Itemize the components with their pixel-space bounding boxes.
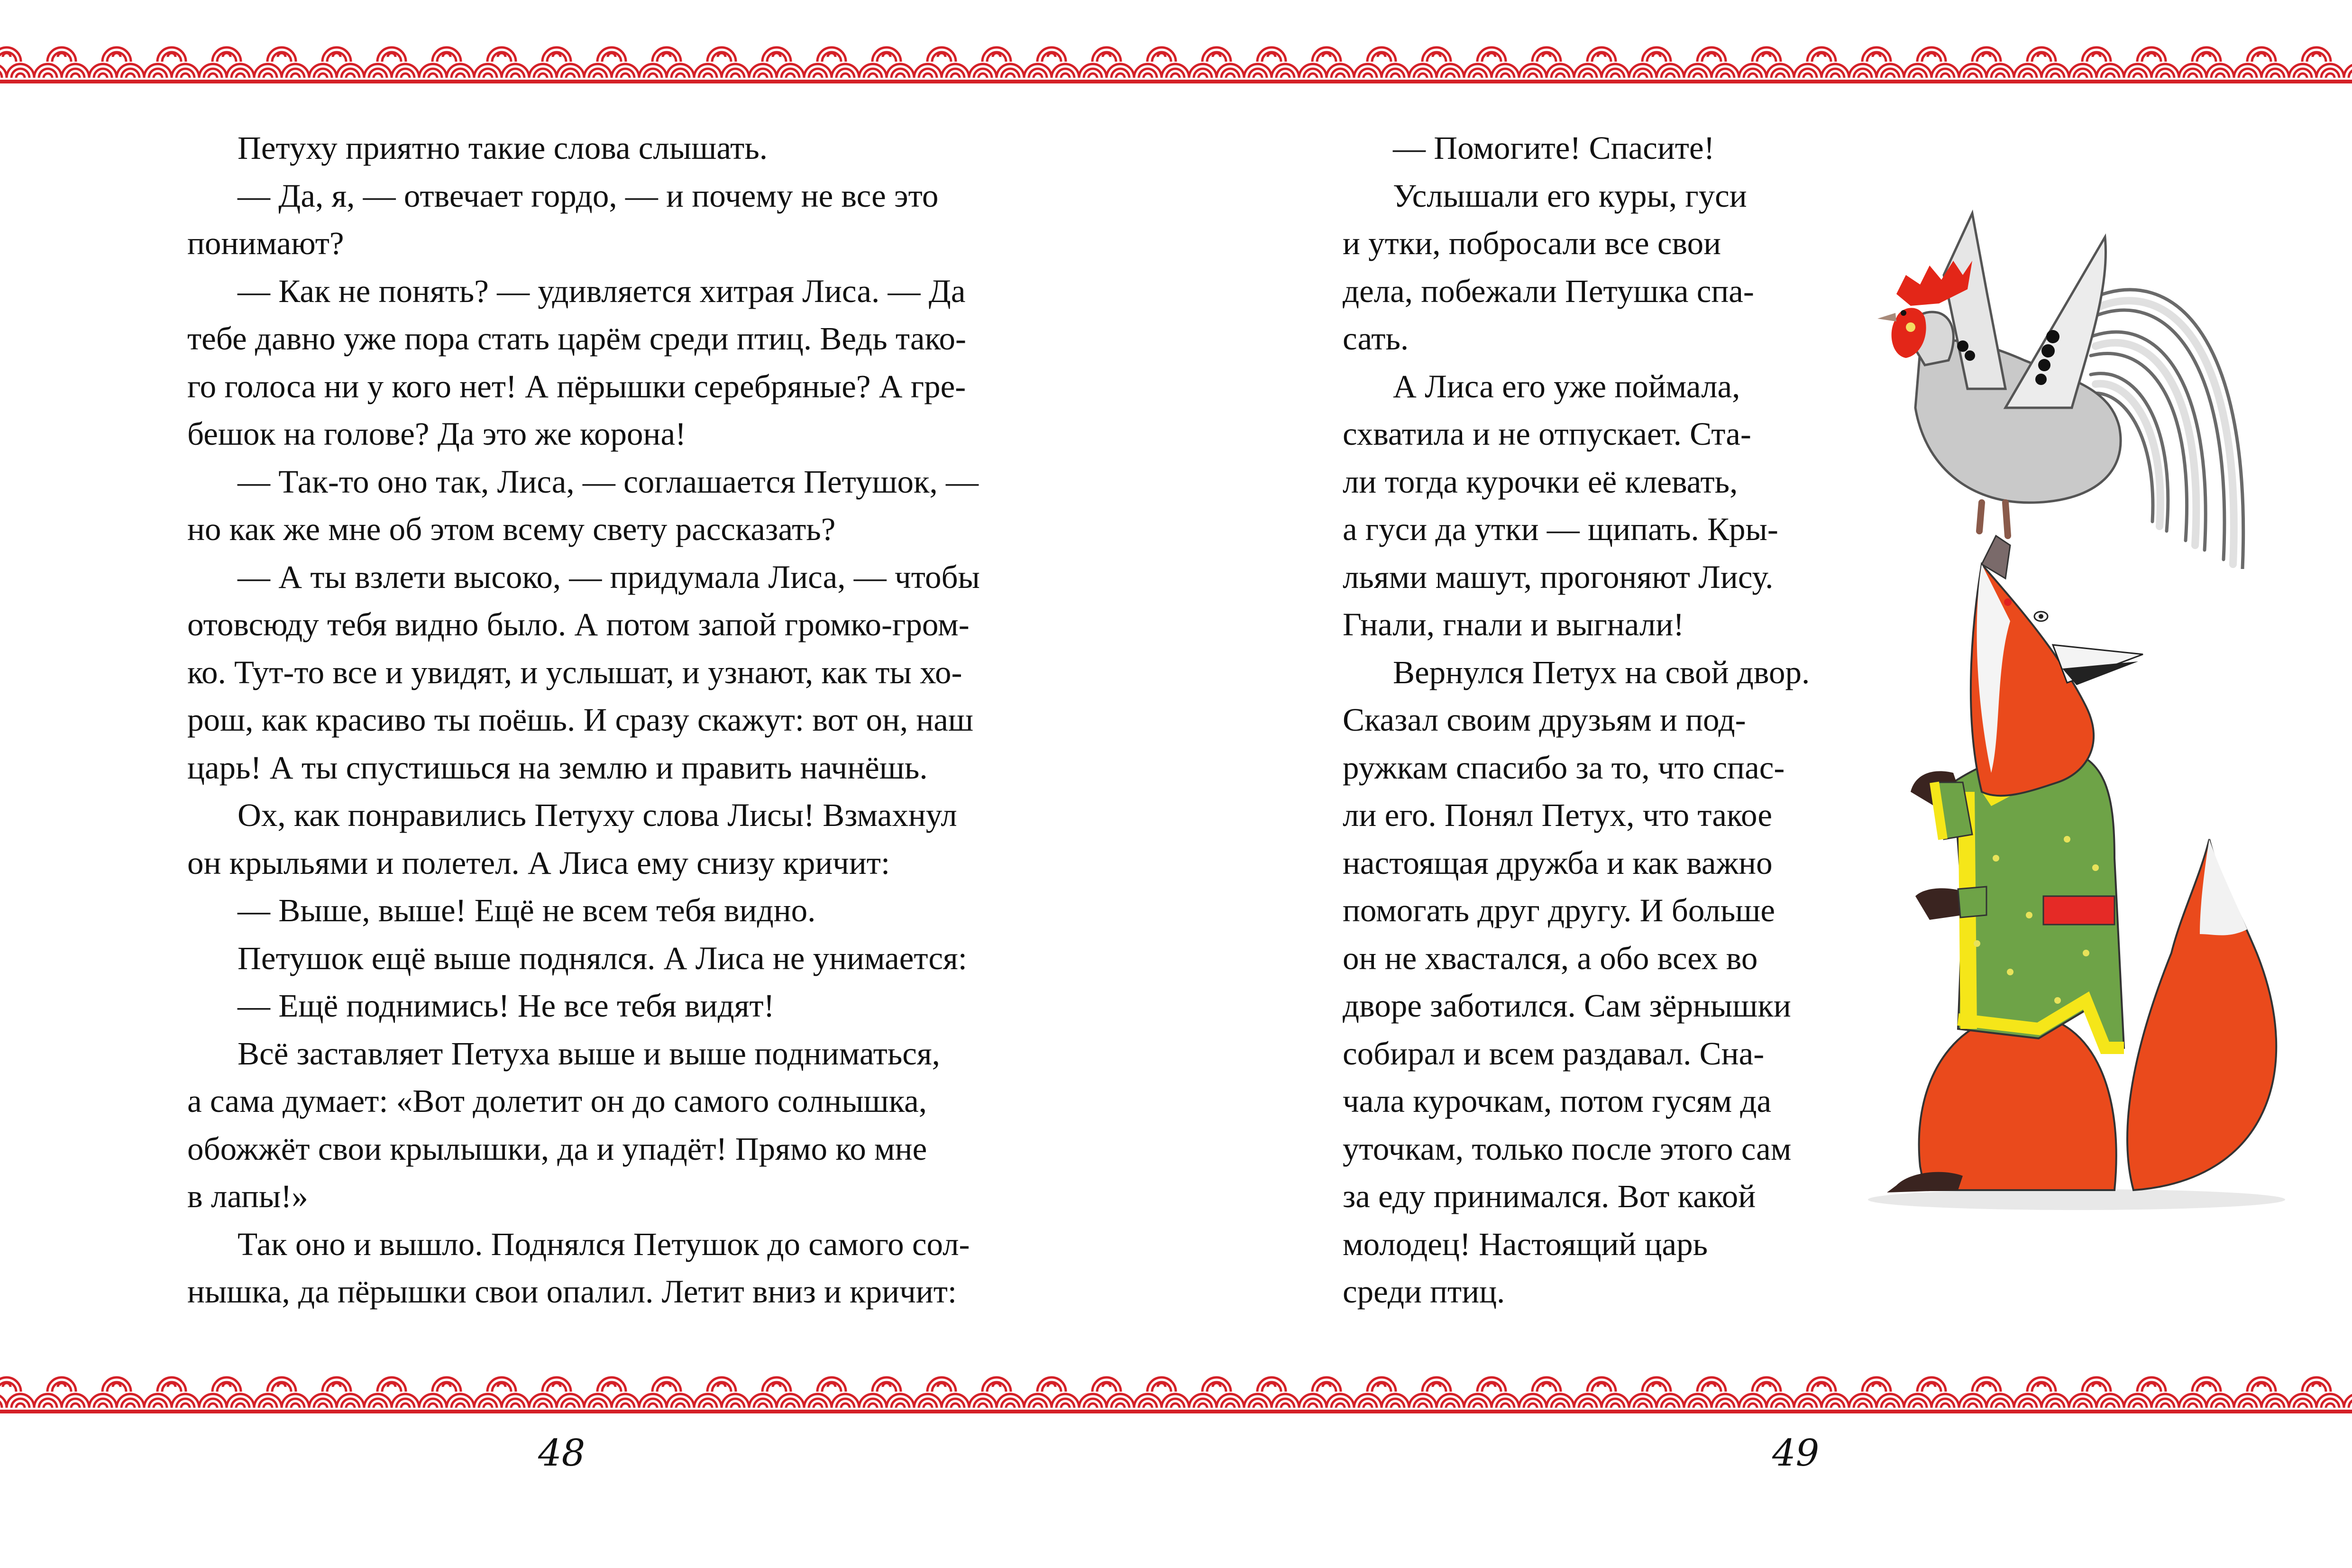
text-line: Всё заставляет Петуха выше и выше подниматься, [238,1035,940,1072]
text-line: Гнали, гнали и выгнали! [1343,606,1684,642]
text-line: отовсюду тебя видно было. А потом запой громко-гром- [187,606,970,642]
text-line: уточкам, только после этого сам [1343,1130,1792,1167]
text-line: Вернулся Петух на свой двор. [1393,654,1810,690]
page-48-text [187,124,1007,1316]
text-line: среди птиц. [1343,1274,1505,1310]
text-line: — Ещё поднимись! Не все тебя видят! [238,988,775,1024]
text-line: — Так-то оно так, Лиса, — соглашается Петушок, — [238,463,979,500]
text-line: дела, побежали Петушка спа- [1343,273,1754,309]
text-line: он не хвастался, а обо всех во [1343,940,1758,976]
text-line: — Помогите! Спасите! [1393,130,1715,166]
text-line: сать. [1343,321,1409,357]
text-line: а сама думает: «Вот долетит он до самого солнышка, [187,1083,927,1119]
text-line: дворе заботился. Сам зёрнышки [1343,988,1791,1024]
text-line: нышка, да пёрышки свои опалил. Летит вниз и кричит: [187,1274,957,1310]
bottom-wave-border [0,1368,2352,1415]
text-line: помогать друг другу. И больше [1343,892,1775,928]
page-49-text [1343,124,1849,1316]
text-line: молодец! Настоящий царь [1343,1226,1708,1262]
text-line: ружкам спасибо за то, что спас- [1343,749,1785,786]
text-line: в лапы!» [187,1178,308,1214]
text-line: за еду принимался. Вот какой [1343,1178,1756,1214]
page-number-left: 48 [538,1432,586,1475]
text-line: — А ты взлети высоко, — придумала Лиса, — чтобы [238,559,980,595]
text-line: царь! А ты спустишься на землю и править начнёшь. [187,749,928,786]
text-line: льями машут, прогоняют Лису. [1343,559,1774,595]
text-line: Петушок ещё выше поднялся. А Лиса не унимается: [238,940,967,976]
text-line: рош, как красиво ты поёшь. И сразу скажут: вот он, наш [187,702,974,738]
text-line: Ох, как понравились Петуху слова Лисы! Взмахнул [238,797,957,833]
text-line: ко. Тут-то все и увидят, и услышат, и узнают, как ты хо- [187,654,962,690]
text-line: чала курочкам, потом гусям да [1343,1083,1772,1119]
rooster-illustration [1825,142,2299,569]
top-wave-border [0,38,2352,85]
text-line: и утки, побросали все свои [1343,225,1721,261]
text-line: понимают? [187,225,344,261]
text-line: обожжёт свои крылышки, да и упадёт! Прямо ко мне [187,1130,927,1167]
text-line: — Как не понять? — удивляется хитрая Лиса. — Да [238,273,966,309]
fox-illustration [1840,526,2314,1228]
text-line: — Выше, выше! Ещё не всем тебя видно. [238,892,816,928]
text-line: А Лиса его уже поймала, [1393,368,1740,404]
text-line: а гуси да утки — щипать. Кры- [1343,511,1778,547]
text-line: но как же мне об этом всему свету рассказать? [187,511,836,547]
text-line: схватила и не отпускает. Ста- [1343,416,1751,452]
text-line: Сказал своим друзьям и под- [1343,702,1746,738]
text-line: Так оно и вышло. Поднялся Петушок до самого сол- [238,1226,970,1262]
text-line: — Да, я, — отвечает гордо, — и почему не все это [238,177,939,214]
text-line: тебе давно уже пора стать царём среди птиц. Ведь тако- [187,321,967,357]
text-line: го голоса ни у кого нет! А пёрышки серебряные? А гре- [187,368,966,404]
text-line: ли тогда курочки её клевать, [1343,463,1738,500]
text-line: собирал и всем раздавал. Сна- [1343,1035,1765,1072]
text-line: Услышали его куры, гуси [1393,177,1747,214]
page-number-right: 49 [1772,1432,1820,1475]
text-line: Петуху приятно такие слова слышать. [238,130,768,166]
text-line: он крыльями и полетел. А Лиса ему снизу кричит: [187,844,890,881]
text-line: бешок на голове? Да это же корона! [187,416,686,452]
text-line: настоящая дружба и как важно [1343,844,1773,881]
text-line: ли его. Понял Петух, что такое [1343,797,1772,833]
